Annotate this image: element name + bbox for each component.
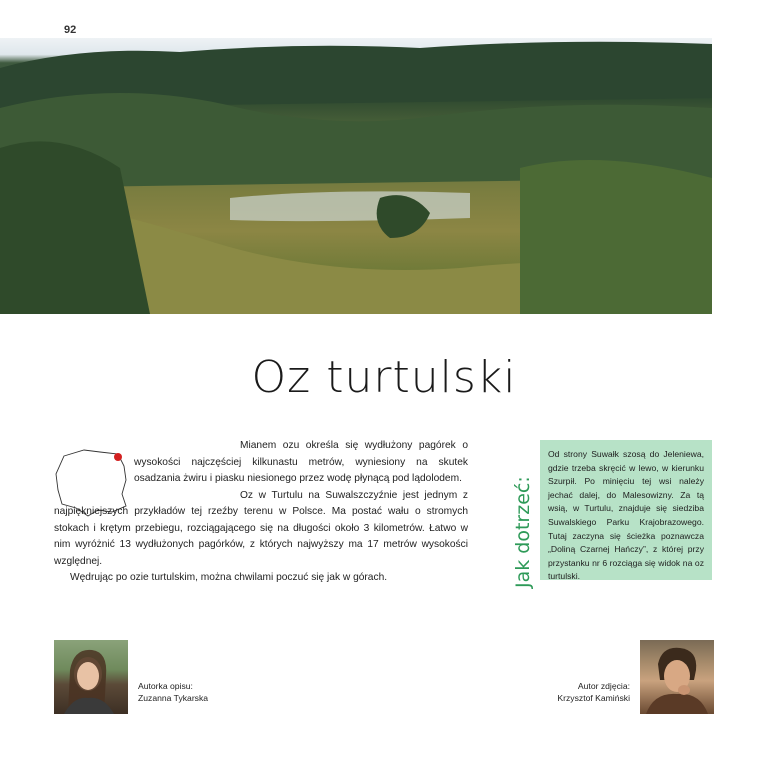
author-photo-role: Autor zdjęcia: — [577, 681, 630, 691]
paragraph-3: Wędrując po ozie turtulskim, można chwilami poczuć się jak w górach. — [70, 572, 388, 583]
paragraph-2: Oz w Turtulu na Suwalszczyźnie jest jednym z najpiękniejszych przykładów tej rzeźby terenu w Polsce. Ma postać wału o stromych stokach i krętym przebiegu, rozciągającego się na długości około 3 kilometrów. Łatwo w nim wyróżnić 13 wydłużonych pagórków, z których najwyższy ma 17 metrów wysokości względnej. — [54, 489, 468, 567]
author-photo-photo — [640, 640, 714, 714]
author-text-photo — [54, 640, 128, 714]
author-text-credit — [138, 680, 208, 704]
paragraph-1: Mianem ozu określa się wydłużony pagórek o wysokości najczęściej kilkunastu metrów, wyniesiony na skutek osadzania żwiru i piasku niesionego przez wodę płynącą pod lądolodem. — [134, 440, 468, 484]
author-text-role: Autorka opisu: — [138, 681, 193, 691]
directions-box: Od strony Suwałk szosą do Jeleniewa, gdzie trzeba skręcić w lewo, w kierunku Szurpił. Po minięciu tej wsi należy jechać dalej, do Malesowizny. Za tą wsią, w Turtulu, znajduje się siedziba Suwalskiego Parku Krajobrazowego. Tutaj zaczyna się ścieżka poznawcza „Doliną Czarnej Hańczy”, z której przy przystanku nr 6 rozciąga się widok na oz turtulski. — [540, 440, 712, 580]
directions-heading-text: Jak dotrzeć: — [512, 476, 534, 588]
article-body — [54, 438, 468, 587]
page-number: 92 — [64, 24, 77, 36]
landscape-photo — [0, 38, 712, 314]
author-text-name: Zuzanna Tykarska — [138, 693, 209, 703]
page-title: Oz turtulski — [251, 352, 517, 403]
author-photo-credit — [520, 680, 630, 704]
directions-heading — [494, 438, 534, 588]
author-photo-name: Krzysztof Kamiński — [557, 693, 630, 703]
